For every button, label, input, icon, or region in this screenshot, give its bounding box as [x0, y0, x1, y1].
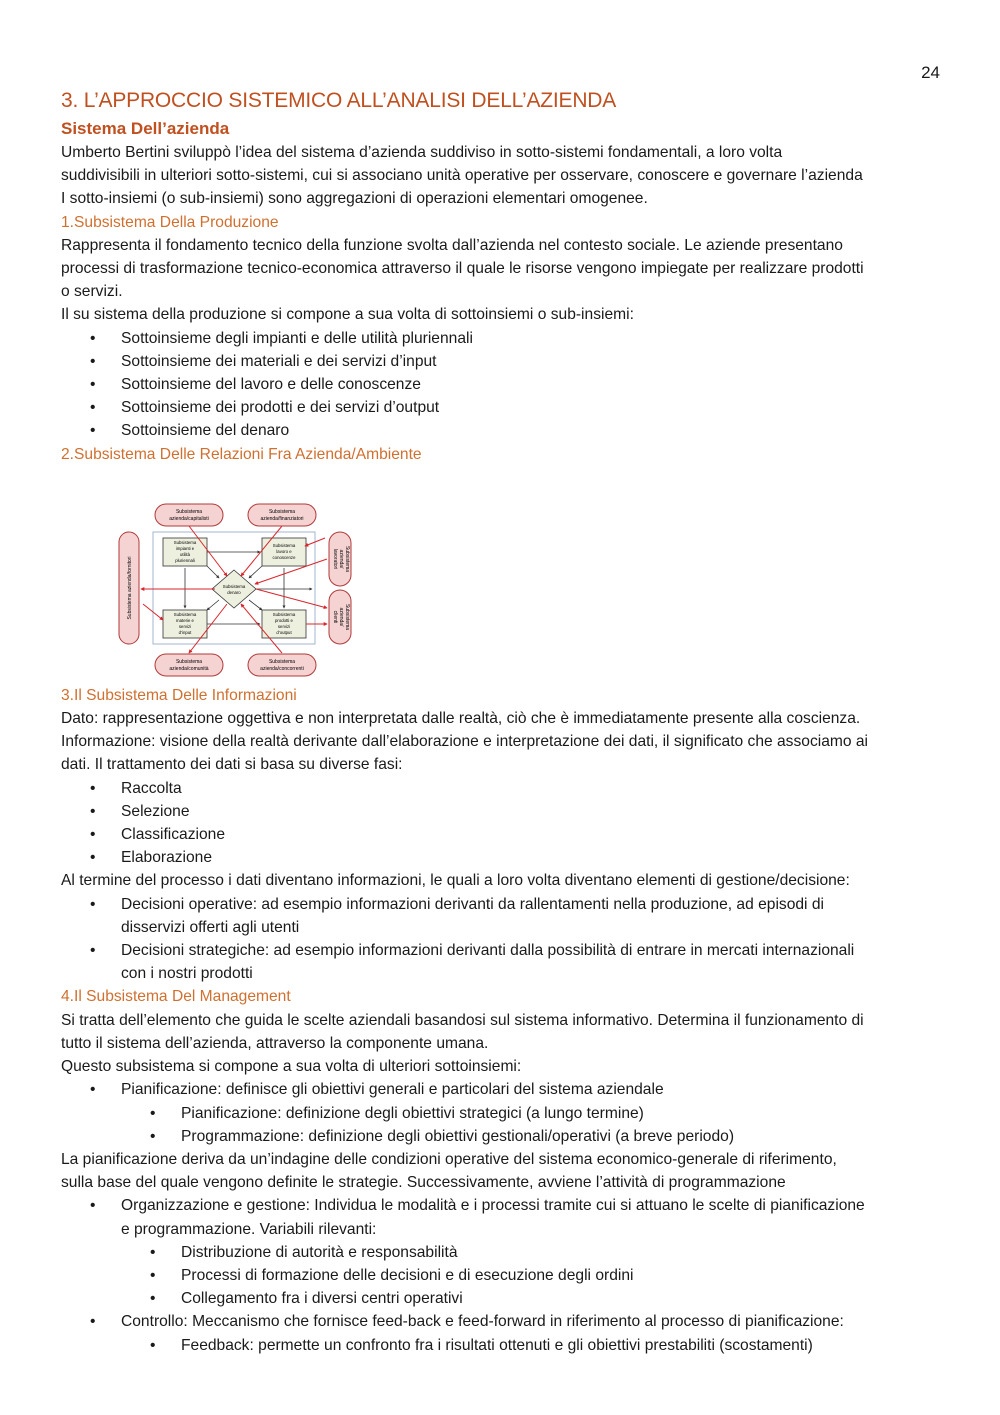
chapter-title: 3. L’APPROCCIO SISTEMICO ALL’ANALISI DELL’AZIENDA — [61, 89, 617, 112]
svg-text:d’output: d’output — [276, 629, 292, 635]
management-list — [61, 1078, 941, 1101]
center-denaro — [212, 570, 256, 608]
list-item-line: Decisioni operative: ad esempio informazioni derivanti da rallentamenti nella produzione, ad episodi di — [121, 895, 824, 913]
list-item-line: con i nostri prodotti — [121, 965, 253, 983]
pianificazione-sublist — [61, 1102, 941, 1148]
controllo-sublist — [61, 1334, 941, 1357]
svg-text:utilità: utilità — [179, 551, 191, 557]
paragraph-line: Questo subsistema si compone a sua volta di ulteriori sottoinsiemi: — [61, 1058, 522, 1076]
list-item — [61, 939, 941, 985]
list-item-line: disservizi offerti agli utenti — [121, 918, 300, 936]
paragraph-line: Dato: rappresentazione oggettiva e non interpretata dalle realtà, ciò che è immediatamente presente alla coscienza. — [61, 710, 861, 728]
subsection-title-informazioni: 3.Il Subsistema Delle Informazioni — [61, 686, 297, 704]
list-item: • Pianificazione: definizione degli obiettivi strategici (a lungo termine) — [61, 1102, 941, 1125]
organizzazione-sublist — [61, 1241, 941, 1311]
paragraph-line: La pianificazione deriva da un’indagine delle condizioni operative del sistema economico-generale di riferimento, — [61, 1150, 837, 1168]
box-impianti — [163, 538, 207, 566]
svg-text:prodotti e: prodotti e — [275, 617, 293, 623]
fasi-list — [61, 777, 941, 870]
svg-text:servizi: servizi — [277, 623, 291, 629]
intro-line: Umberto Bertini sviluppò l’idea del sistema d’azienda suddiviso in sotto-sistemi fondamentali, a loro volta — [61, 144, 783, 161]
svg-text:Subsistema: Subsistema — [173, 611, 197, 617]
list-item: • Sottoinsieme degli impianti e delle utilità pluriennali — [61, 327, 941, 350]
svg-text:conoscenze: conoscenze — [272, 554, 296, 560]
list-item: • Controllo: Meccanismo che fornisce feed-back e feed-forward in riferimento al processo di pianificazione: — [61, 1310, 941, 1333]
intro-line: I sotto-insiemi (o sub-insiemi) sono aggregazioni di operazioni elementari omogenee. — [61, 190, 648, 208]
paragraph-line: Rappresenta il fondamento tecnico della funzione svolta dall’azienda nel contesto sociale. Le aziende presentano — [61, 236, 843, 254]
svg-text:Subsistema: Subsistema — [222, 583, 246, 589]
paragraph-line: Il su sistema della produzione si compone a sua volta di sottoinsiemi o sub-insiemi: — [61, 306, 634, 324]
list-item: • Collegamento fra i diversi centri operativi — [61, 1287, 941, 1310]
list-item: • Feedback: permette un confronto fra i risultati ottenuti e gli obiettivi prestabiliti (scostamenti) — [61, 1334, 941, 1357]
svg-text:pluriennali: pluriennali — [175, 557, 195, 563]
svg-text:Subsistema: Subsistema — [175, 508, 203, 515]
svg-text:Subsistema: Subsistema — [344, 603, 350, 630]
env-top-left — [155, 504, 223, 526]
env-left — [119, 532, 139, 644]
list-item-line: Decisioni strategiche: ad esempio informazioni derivanti dalla possibilità di entrare in mercati internazionali — [121, 942, 855, 960]
list-item — [61, 1194, 941, 1240]
env-right-bottom — [329, 590, 351, 644]
svg-text:azienda/comunità: azienda/comunità — [169, 665, 209, 672]
relazioni-diagram — [115, 498, 360, 678]
list-item: • Programmazione: definizione degli obiettivi gestionali/operativi (a breve periodo) — [61, 1125, 941, 1148]
list-item: • Sottoinsieme dei prodotti e dei servizi d’output — [61, 396, 941, 419]
list-item: • Distribuzione di autorità e responsabilità — [61, 1241, 941, 1264]
svg-text:azienda/capitalisti: azienda/capitalisti — [169, 515, 209, 522]
env-bottom-right — [248, 654, 316, 676]
svg-text:Subsistema: Subsistema — [272, 542, 296, 548]
management-list — [61, 1194, 941, 1240]
list-item: • Raccolta — [61, 777, 941, 800]
list-item: • Sottoinsieme del lavoro e delle conoscenze — [61, 373, 941, 396]
relazioni-diagram-area — [61, 466, 941, 684]
paragraph-line: o servizi. — [61, 283, 123, 301]
list-item — [61, 893, 941, 939]
section-title: Sistema Dell’azienda — [61, 119, 230, 138]
management-list — [61, 1310, 941, 1333]
produzione-list — [61, 327, 941, 443]
svg-text:Subsistema: Subsistema — [173, 539, 197, 545]
svg-text:Subsistema: Subsistema — [272, 611, 296, 617]
subsection-title-produzione: 1.Subsistema Della Produzione — [61, 213, 279, 231]
svg-text:azienda/concorrenti: azienda/concorrenti — [260, 665, 304, 672]
svg-text:servizi: servizi — [178, 623, 192, 629]
list-item-line: Organizzazione e gestione: Individua le modalità e i processi tramite cui si attuano le scelte di pianificazione — [121, 1197, 865, 1215]
svg-text:impianti e: impianti e — [175, 545, 195, 551]
decisioni-list — [61, 893, 941, 986]
svg-text:Subsistema: Subsistema — [268, 658, 296, 665]
page-number: 24 — [921, 63, 940, 82]
paragraph-line: Informazione: visione della realtà derivante dall’elaborazione e interpretazione dei dati, il significato che associamo ai — [61, 733, 869, 751]
svg-text:Subsistema: Subsistema — [268, 508, 296, 515]
document-body — [61, 86, 941, 1357]
env-bottom-left — [155, 654, 223, 676]
env-top-right — [248, 504, 316, 526]
paragraph-line: sulla base del quale vengono definite le strategie. Successivamente, avviene l’attività di programmazione — [61, 1174, 786, 1192]
intro-line: suddivisibili in ulteriori sotto-sistemi, cui si associano unità operative per osservare, conoscere e governare l’azienda — [61, 167, 863, 185]
list-item-line: e programmazione. Variabili rilevanti: — [121, 1220, 377, 1238]
svg-text:Subsistema azienda/fornitori: Subsistema azienda/fornitori — [127, 556, 133, 620]
svg-text:azienda/finanziatori: azienda/finanziatori — [260, 515, 304, 522]
svg-text:denaro: denaro — [227, 589, 241, 595]
svg-text:Subsistema: Subsistema — [175, 658, 203, 665]
env-right-top — [329, 532, 351, 586]
paragraph-line: processi di trasformazione tecnico-economica attraverso il quale le risorse vengono impiegate per realizzare prodotti — [61, 260, 864, 278]
list-item: • Pianificazione: definisce gli obiettivi generali e particolari del sistema aziendale — [61, 1078, 941, 1101]
paragraph-line: tutto il sistema dell’azienda, attraverso la componente umana. — [61, 1034, 489, 1052]
svg-text:azienda/: azienda/ — [338, 607, 344, 627]
subsection-title-management: 4.Il Subsistema Del Management — [61, 988, 291, 1006]
box-prodotti — [262, 610, 306, 638]
list-item: • Processi di formazione delle decisioni e di esecuzione degli ordini — [61, 1264, 941, 1287]
svg-text:lavoratori: lavoratori — [332, 548, 338, 570]
list-item: • Selezione — [61, 800, 941, 823]
list-item: • Sottoinsieme del denaro — [61, 419, 941, 442]
svg-text:materie e: materie e — [176, 617, 194, 623]
svg-text:d’input: d’input — [178, 629, 192, 635]
paragraph-line: Al termine del processo i dati diventano informazioni, le quali a loro volta diventano elementi di gestione/decisione: — [61, 872, 850, 890]
subsection-title-relazioni: 2.Subsistema Delle Relazioni Fra Azienda/Ambiente — [61, 445, 422, 463]
list-item: • Classificazione — [61, 823, 941, 846]
paragraph-line: dati. Il trattamento dei dati si basa su diverse fasi: — [61, 756, 403, 774]
list-item: • Sottoinsieme dei materiali e dei servizi d’input — [61, 350, 941, 373]
svg-text:azienda/: azienda/ — [338, 549, 344, 569]
list-item: • Elaborazione — [61, 846, 941, 869]
svg-text:clienti: clienti — [332, 610, 338, 624]
paragraph-line: Si tratta dell’elemento che guida le scelte aziendali basandosi sul sistema informativo. Determina il funzionamento di — [61, 1011, 864, 1029]
svg-text:lavoro e: lavoro e — [276, 548, 292, 554]
box-materie — [163, 610, 207, 638]
svg-text:Subsistema: Subsistema — [344, 545, 350, 572]
